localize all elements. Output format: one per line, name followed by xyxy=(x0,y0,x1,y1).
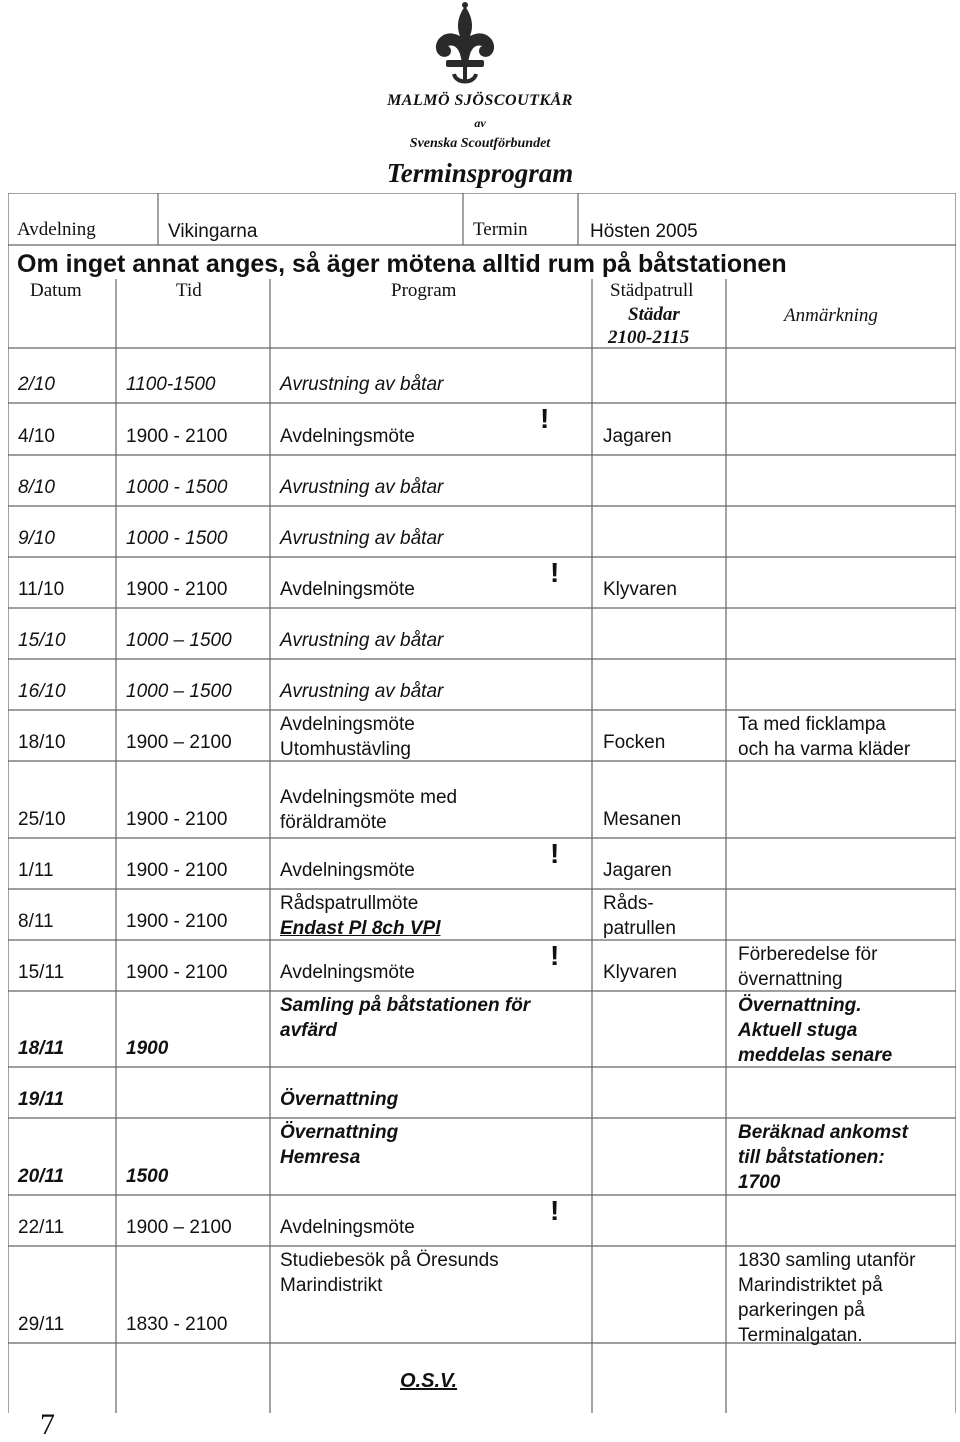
row-program: Avdelningsmöte xyxy=(280,426,415,447)
document-title: Terminsprogram xyxy=(386,158,574,188)
row-note: 1830 samling utanför xyxy=(738,1250,916,1271)
row-date: 15/10 xyxy=(18,630,66,651)
exclamation-mark: ! xyxy=(540,403,550,434)
row-date: 4/10 xyxy=(18,426,55,447)
location-banner: Om inget annat anges, så äger mötena alltid rum på båtstationen xyxy=(17,250,787,278)
row-date: 1/11 xyxy=(18,860,54,881)
program-table xyxy=(8,193,956,1413)
row-patrol: Focken xyxy=(603,732,666,753)
row-time: 1900 – 2100 xyxy=(126,1217,232,1238)
row-program: Utomhustävling xyxy=(280,739,411,760)
page-number: 7 xyxy=(40,1408,55,1441)
avdelning-label: Avdelning xyxy=(17,219,96,240)
row-program: Endast Pl 8ch VPl xyxy=(280,918,441,939)
row-time: 1900 - 2100 xyxy=(126,860,228,881)
exclamation-mark: ! xyxy=(550,1195,560,1226)
row-note: Marindistriktet på xyxy=(738,1275,883,1296)
row-program: Avdelningsmöte xyxy=(280,860,415,881)
row-note: och ha varma kläder xyxy=(738,739,911,760)
row-date: 15/11 xyxy=(18,962,65,983)
footer-osv: O.S.V. xyxy=(400,1370,458,1392)
row-note: meddelas senare xyxy=(738,1045,893,1066)
row-time: 1900 - 2100 xyxy=(126,426,228,447)
row-note: 1700 xyxy=(738,1172,781,1193)
row-date: 18/11 xyxy=(18,1038,65,1059)
col-header-stadar-time: 2100-2115 xyxy=(608,327,690,348)
row-patrol: Råds- xyxy=(603,893,654,914)
row-time: 1900 - 2100 xyxy=(126,809,228,830)
row-program: Avrustning av båtar xyxy=(280,374,444,395)
document-header xyxy=(0,0,960,195)
row-note: Aktuell stuga xyxy=(738,1020,858,1041)
row-time: 1900 - 2100 xyxy=(126,962,228,983)
row-program: avfärd xyxy=(280,1020,338,1041)
row-program: Avrustning av båtar xyxy=(280,630,444,651)
row-date: 8/11 xyxy=(18,911,54,932)
row-program: Avdelningsmöte med xyxy=(280,787,458,808)
row-program: Avdelningsmöte xyxy=(280,714,415,735)
row-program: Övernattning xyxy=(280,1089,399,1110)
col-header-anmarkning: Anmärkning xyxy=(784,305,878,326)
row-program: Övernattning xyxy=(280,1122,399,1143)
row-date: 29/11 xyxy=(18,1314,65,1335)
org-name: MALMÖ SJÖSCOUTKÅR xyxy=(387,92,573,109)
col-header-tid: Tid xyxy=(176,280,202,301)
row-patrol: Jagaren xyxy=(603,860,672,881)
row-time: 1100-1500 xyxy=(126,374,216,395)
row-note: Terminalgatan. xyxy=(738,1325,863,1346)
row-program: Hemresa xyxy=(280,1147,361,1168)
row-program: Marindistrikt xyxy=(280,1275,383,1296)
row-program: Avrustning av båtar xyxy=(280,477,444,498)
row-date: 19/11 xyxy=(18,1089,65,1110)
termin-label: Termin xyxy=(473,219,528,240)
row-time: 1900 - 2100 xyxy=(126,579,228,600)
row-note: övernattning xyxy=(738,969,843,990)
row-note: Förberedelse för xyxy=(738,944,878,965)
col-header-stadar: Städar xyxy=(628,304,680,325)
exclamation-mark: ! xyxy=(550,557,560,588)
row-note: Ta med ficklampa xyxy=(738,714,886,735)
row-patrol: Klyvaren xyxy=(603,962,677,983)
row-program: Samling på båtstationen för xyxy=(280,995,531,1016)
termin-value: Hösten 2005 xyxy=(590,221,698,242)
row-program: Avrustning av båtar xyxy=(280,528,444,549)
row-program: Avdelningsmöte xyxy=(280,962,415,983)
col-header-program: Program xyxy=(391,280,457,301)
row-time: 1000 – 1500 xyxy=(126,681,232,702)
row-time: 1000 - 1500 xyxy=(126,528,228,549)
row-time: 1000 - 1500 xyxy=(126,477,228,498)
row-patrol: Klyvaren xyxy=(603,579,677,600)
row-date: 20/11 xyxy=(18,1166,65,1187)
row-time: 1900 - 2100 xyxy=(126,911,228,932)
row-program: Studiebesök på Öresunds xyxy=(280,1250,499,1271)
row-date: 25/10 xyxy=(18,809,66,830)
exclamation-mark: ! xyxy=(550,838,560,869)
row-program: Avdelningsmöte xyxy=(280,579,415,600)
row-note: Beräknad ankomst xyxy=(738,1122,909,1143)
org-parent: Svenska Scoutförbundet xyxy=(409,136,551,151)
row-note: till båtstationen: xyxy=(738,1147,885,1168)
row-date: 11/10 xyxy=(18,579,65,600)
row-date: 16/10 xyxy=(18,681,66,702)
row-date: 2/10 xyxy=(18,374,55,395)
row-note: Övernattning. xyxy=(738,995,862,1016)
row-time: 1900 xyxy=(126,1038,169,1059)
row-patrol: Jagaren xyxy=(603,426,672,447)
row-time: 1500 xyxy=(126,1166,169,1187)
row-program: Rådspatrullmöte xyxy=(280,893,419,914)
row-note: parkeringen på xyxy=(738,1300,865,1321)
row-patrol: patrullen xyxy=(603,918,676,939)
row-date: 18/10 xyxy=(18,732,66,753)
row-date: 8/10 xyxy=(18,477,55,498)
row-time: 1000 – 1500 xyxy=(126,630,232,651)
row-program: föräldramöte xyxy=(280,812,387,833)
col-header-datum: Datum xyxy=(30,280,82,301)
exclamation-mark: ! xyxy=(550,940,560,971)
row-date: 9/10 xyxy=(18,528,55,549)
row-patrol: Mesanen xyxy=(603,809,682,830)
col-header-stadpatrull: Städpatrull xyxy=(610,280,694,301)
scout-emblem-icon xyxy=(428,2,502,90)
avdelning-value: Vikingarna xyxy=(168,221,258,242)
org-connector: av xyxy=(474,116,486,130)
row-time: 1900 – 2100 xyxy=(126,732,232,753)
row-program: Avdelningsmöte xyxy=(280,1217,415,1238)
row-program: Avrustning av båtar xyxy=(280,681,444,702)
row-date: 22/11 xyxy=(18,1217,65,1238)
row-time: 1830 - 2100 xyxy=(126,1314,228,1335)
